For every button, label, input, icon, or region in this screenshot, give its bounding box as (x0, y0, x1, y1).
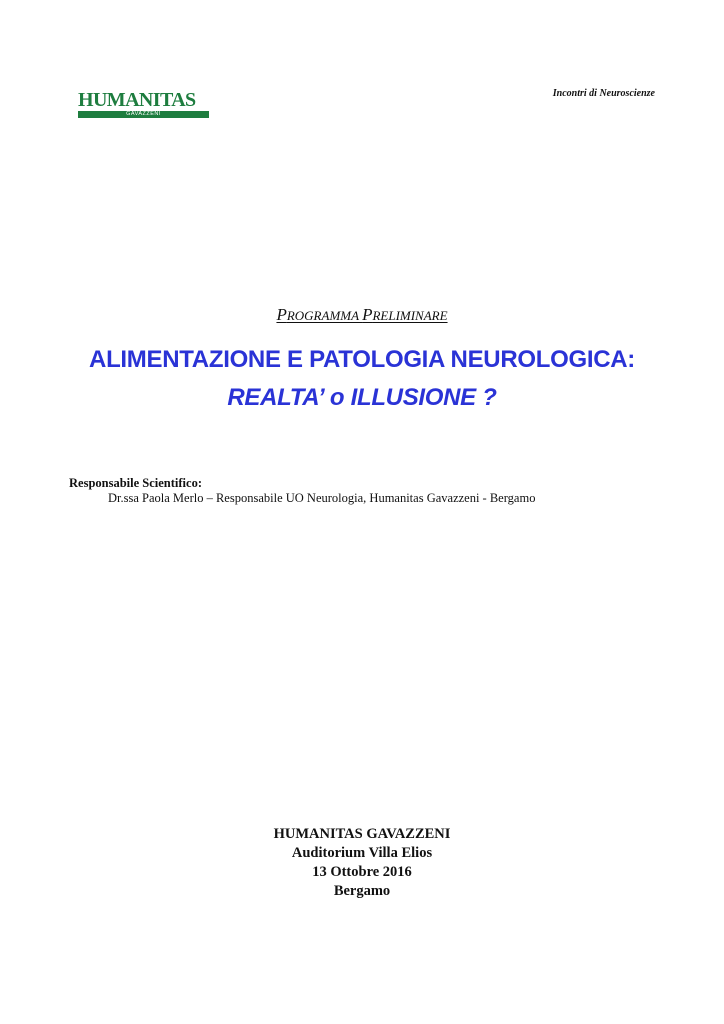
program-label-initial-p2: P (362, 305, 373, 324)
venue-date: 13 Ottobre 2016 (312, 864, 412, 880)
event-title-line-1: ALIMENTAZIONE E PATOLOGIA NEUROLOGICA: (89, 346, 635, 373)
responsible-name: Dr.ssa Paola Merlo – Responsabile UO Neurologia, Humanitas Gavazzeni - Bergamo (108, 491, 536, 505)
program-label-initial-p: P (276, 305, 287, 324)
program-label-rest-1: ROGRAMMA (286, 308, 363, 323)
venue-organization: HUMANITAS GAVAZZENI (273, 826, 451, 842)
event-title-line-2: REALTA’ o ILLUSIONE ? (227, 384, 497, 411)
logo-subtext-bar: GAVAZZENI (78, 111, 209, 118)
logo-wordmark: HUMANITAS (78, 89, 196, 111)
humanitas-logo (78, 90, 209, 118)
venue-location: Auditorium Villa Elios (291, 845, 433, 861)
responsible-label: Responsabile Scientifico: (69, 476, 202, 490)
series-title: Incontri di Neuroscienze (552, 88, 655, 99)
program-label-rest-2: RELIMINARE (372, 308, 448, 323)
program-label (0, 305, 724, 325)
venue-block (0, 825, 724, 901)
venue-city: Bergamo (333, 883, 391, 899)
